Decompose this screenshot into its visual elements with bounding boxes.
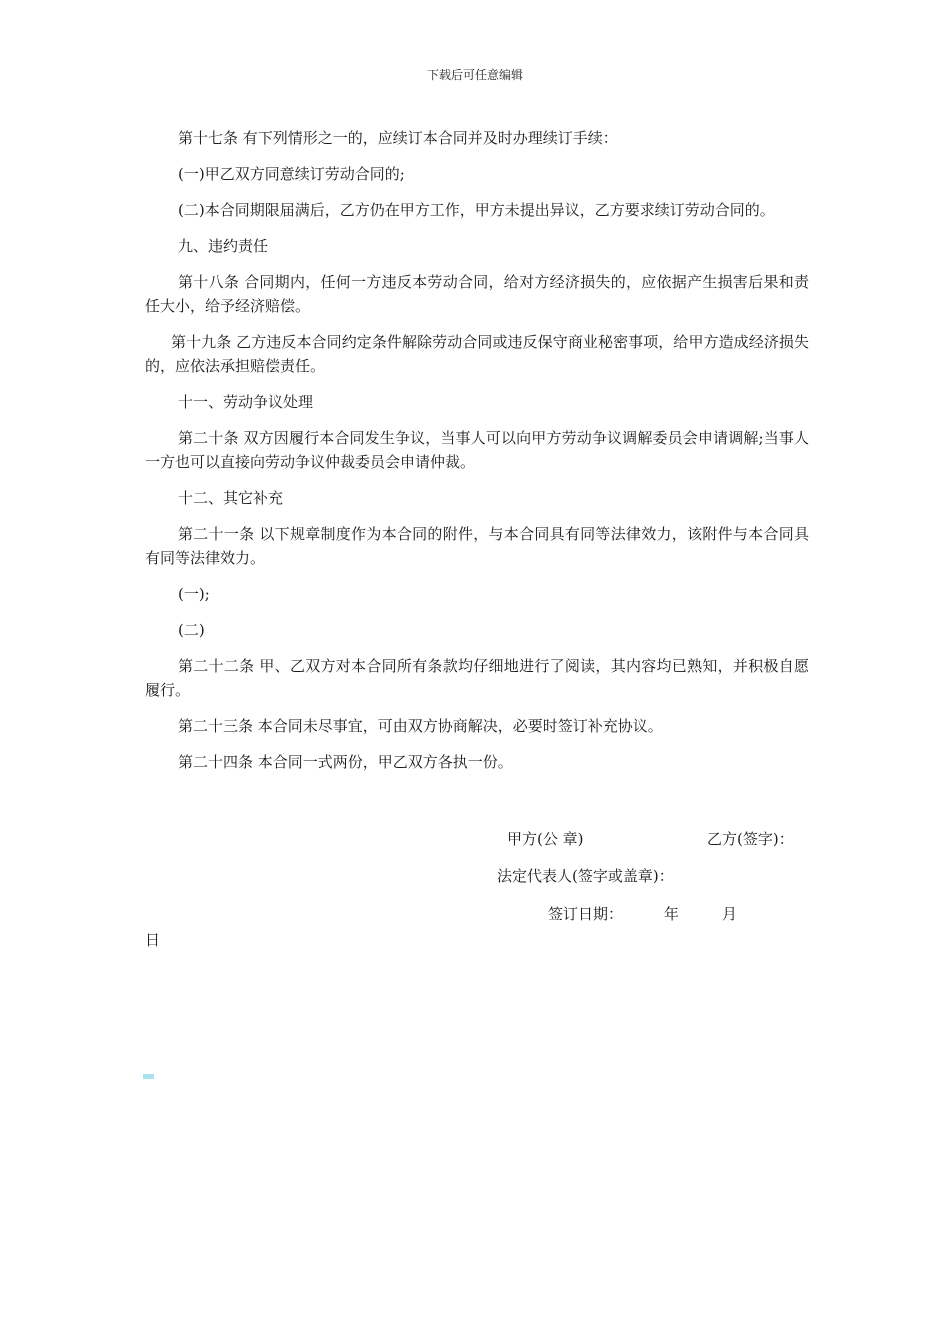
legal-representative: 法定代表人(签字或盖章)： (497, 867, 674, 885)
date-day: 日 (145, 931, 161, 949)
section-heading-supplement: 十二、其它补充 (178, 489, 284, 507)
date-year: 年 (664, 905, 680, 923)
decorative-mark (143, 1074, 154, 1079)
article-19: 第十九条 乙方违反本合同约定条件解除劳动合同或违反保守商业秘密事项，给甲方造成经济损失的，应依法承担赔偿责任。 (145, 333, 809, 375)
article-17: 第十七条 有下列情形之一的，应续订本合同并及时办理续订手续： (178, 129, 618, 147)
section-heading-dispute: 十一、劳动争议处理 (178, 393, 314, 411)
party-a-seal: 甲方(公 章) (507, 830, 584, 848)
contract-body (145, 126, 809, 786)
clause-21-1: (一); (178, 585, 210, 603)
signing-date-label: 签订日期： (548, 905, 624, 923)
date-month: 月 (722, 905, 738, 923)
party-b-signature: 乙方(签字)： (707, 830, 794, 848)
article-23: 第二十三条 本合同未尽事宜，可由双方协商解决，必要时签订补充协议。 (178, 717, 663, 735)
article-21: 第二十一条 以下规章制度作为本合同的附件，与本合同具有同等法律效力，该附件与本合同具有同等法律效力。 (145, 525, 809, 567)
article-18: 第十八条 合同期内，任何一方违反本劳动合同，给对方经济损失的，应依据产生损害后果和责任大小，给予经济赔偿。 (145, 273, 809, 315)
clause-17-1: (一)甲乙双方同意续订劳动合同的; (178, 165, 405, 183)
article-24: 第二十四条 本合同一式两份，甲乙双方各执一份。 (178, 753, 513, 771)
section-heading-breach: 九、违约责任 (178, 237, 269, 255)
article-20: 第二十条 双方因履行本合同发生争议，当事人可以向甲方劳动争议调解委员会申请调解;当事人一方也可以直接向劳动争议仲裁委员会申请仲裁。 (145, 429, 809, 471)
clause-17-2: (二)本合同期限届满后，乙方仍在甲方工作，甲方未提出异议，乙方要求续订劳动合同的。 (178, 201, 775, 219)
article-22: 第二十二条 甲、乙双方对本合同所有条款均仔细地进行了阅读，其内容均已熟知，并积极自愿履行。 (145, 657, 809, 699)
page-header: 下载后可任意编辑 (426, 68, 523, 82)
clause-21-2: (二) (178, 621, 205, 639)
